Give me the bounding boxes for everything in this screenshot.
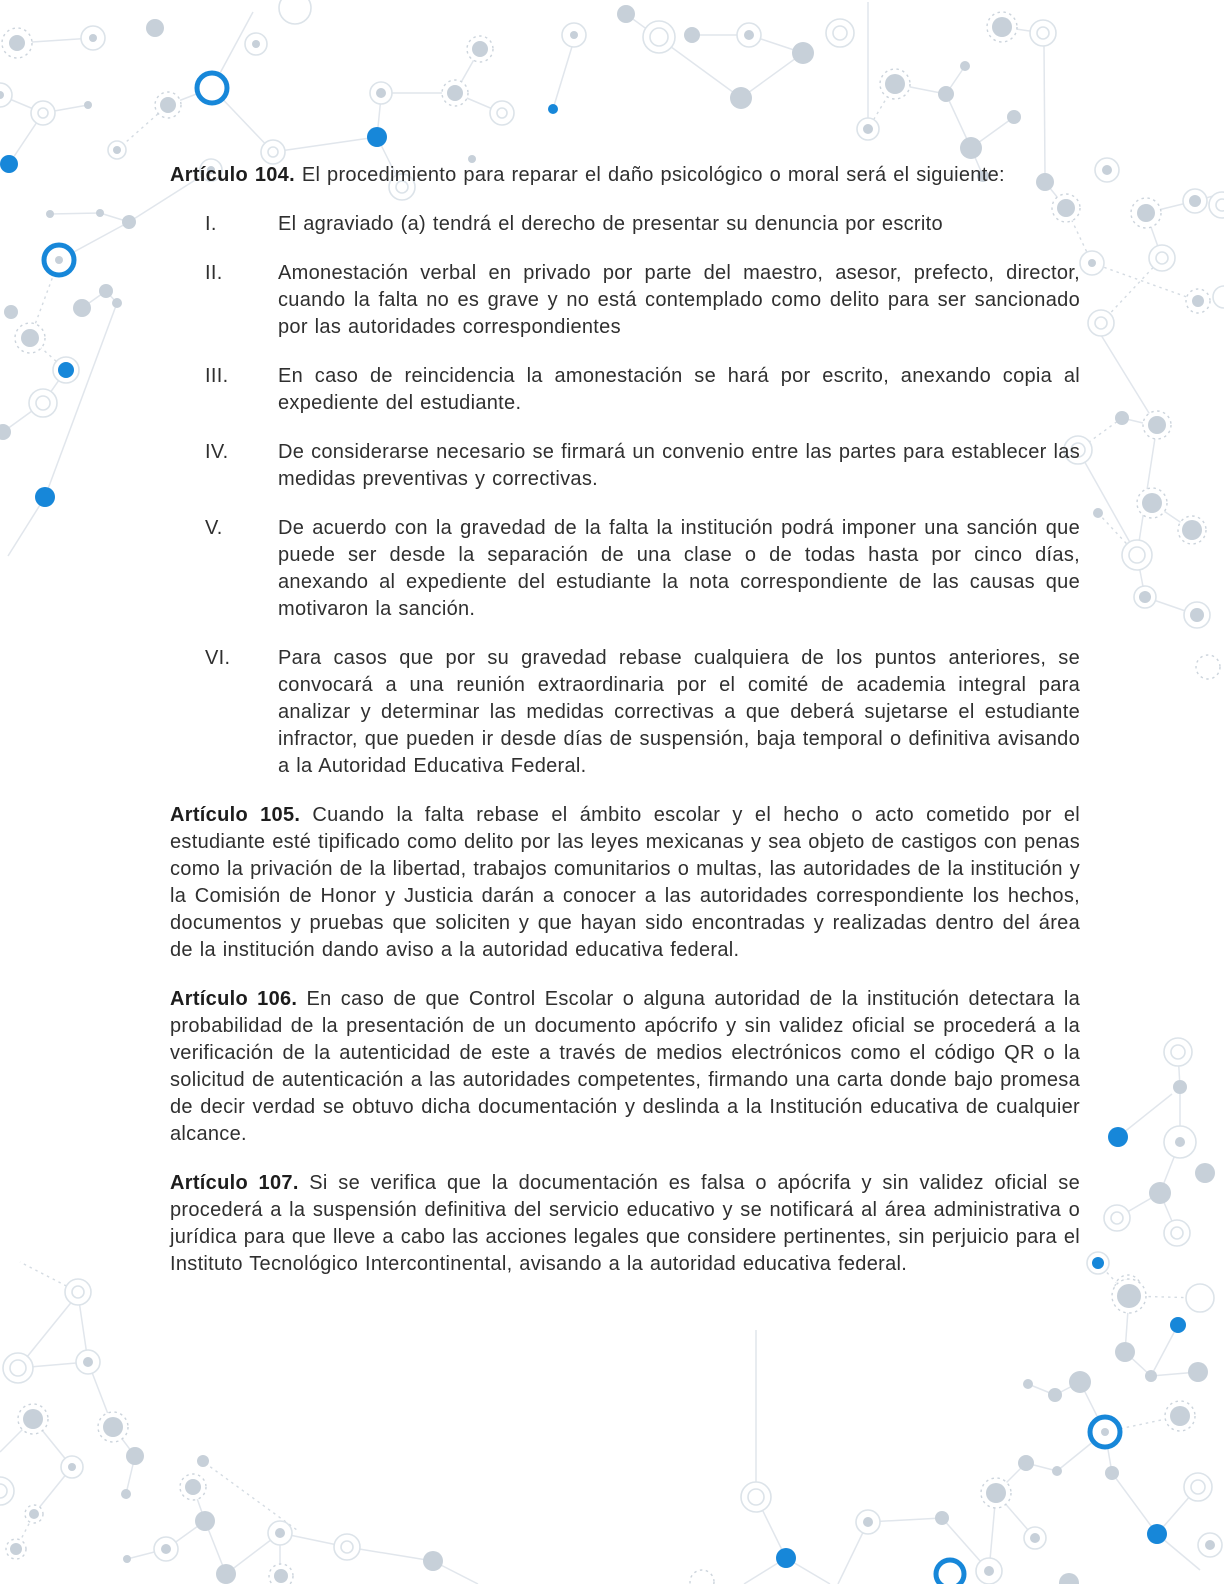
list-item-5 (170, 515, 1080, 623)
list-item-text: El agraviado (a) tendrá el derecho de presentar su denuncia por escrito (278, 213, 943, 235)
list-item-text: Para casos que por su gravedad rebase cualquiera de los puntos anteriores, se convocará a una reunión extraordinaria por el comité de academia integral para analizar y determinar las medidas correctivas a que deberá sujetarse el estudiante infractor, que pueden ir desde días de suspensión, baja temporal o definitiva avisando a la Autoridad Educativa Federal. (278, 647, 1080, 777)
article-104-paragraph (170, 162, 1080, 189)
article-105-text: Cuando la falta rebase el ámbito escolar y el hecho o acto cometido por el estudiante esté tipificado como delito por las leyes mexicanas y sea objeto de castigos con penas como la privación de la libertad, trabajos comunitarios o multas, las autoridades de la institución y la Comisión de Honor y Justicia darán a conocer a las autoridades correspondiente los hechos, documentos y pruebas que soliciten y que hayan sido encontradas y realizadas dentro del área de la institución dando aviso a la autoridad educativa federal. (170, 804, 1080, 961)
list-numeral: V. (205, 517, 223, 539)
article-106-text: En caso de que Control Escolar o alguna autoridad de la institución detectara la probabilidad de la presentación de un documento apócrifo y sin validez oficial se procederá a la verificación de la autenticidad de este a través de medios electrónicos como el código QR o la solicitud de autenticación a las autoridades competentes, firmando una carta donde bajo promesa de decir verdad se obtuvo dicha documentación y deslinda a la Institución educativa de cualquier alcance. (170, 988, 1080, 1145)
article-107-text: Si se verifica que la documentación es falsa o apócrifa y sin validez oficial se procederá a la suspensión definitiva del servicio educativo y se notificará al área administrativa o jurídica para que lleve a cabo las acciones legales que considere pertinentes, sin perjuicio para el Instituto Tecnológico Intercontinental, avisando a la autoridad educativa federal. (170, 1172, 1080, 1275)
list-item-text: En caso de reincidencia la amonestación se hará por escrito, anexando copia al expediente del estudiante. (278, 365, 1080, 414)
list-item-text: Amonestación verbal en privado por parte del maestro, asesor, prefecto, director, cuando la falta no es grave y no está contemplado como delito para ser sancionado por las autoridades correspondientes (278, 262, 1080, 338)
article-107-label: Artículo 107. (170, 1172, 299, 1194)
list-numeral: VI. (205, 647, 231, 669)
article-105-paragraph (170, 802, 1080, 964)
list-item-2 (170, 260, 1080, 341)
list-item-text: De acuerdo con la gravedad de la falta la institución podrá imponer una sanción que puede ser desde la separación de una clase o de todas hasta por cinco días, anexando al expediente del estudiante la nota correspondiente de las causas que motivaron la sanción. (278, 517, 1080, 620)
article-107-paragraph (170, 1170, 1080, 1278)
article-104-label: Artículo 104. (170, 164, 295, 186)
list-item-6 (170, 645, 1080, 780)
article-106-paragraph (170, 986, 1080, 1148)
list-numeral: III. (205, 365, 229, 387)
document-content (170, 162, 1080, 1300)
list-numeral: II. (205, 262, 223, 284)
list-item-4 (170, 439, 1080, 493)
article-104-list (170, 211, 1080, 780)
list-numeral: IV. (205, 441, 229, 463)
article-105-label: Artículo 105. (170, 804, 301, 826)
list-item-3 (170, 363, 1080, 417)
list-item-text: De considerarse necesario se firmará un convenio entre las partes para establecer las medidas preventivas y correctivas. (278, 441, 1080, 490)
list-item-1 (170, 211, 1080, 238)
article-106-label: Artículo 106. (170, 988, 298, 1010)
article-104-text: El procedimiento para reparar el daño psicológico o moral será el siguiente: (301, 164, 1005, 186)
list-numeral: I. (205, 213, 217, 235)
